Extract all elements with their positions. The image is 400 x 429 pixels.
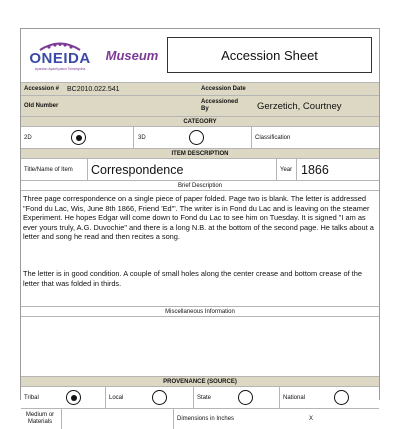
- brief-description-paragraph-1: Three page correspondence on a single piece of paper folded. Page two is blank. The letter is addressed "Fond du Lac, Wis, June 8th 1866, Friend 'Ed'". The writer is in Fond du Lac and is leaving on the steamer Experiment. He hopes Edgar will come down to Fond du Lac to see him on Tuesday. It is signed "I am as ever yours truly, A.G. Duvochie" and there is a long N.B. at the bottom of the second page. He talks about a letter and song he read and then recites a song.: [23, 194, 374, 242]
- materials-row: [21, 409, 379, 429]
- page-title: Accession Sheet: [221, 47, 318, 63]
- item-description-title: ITEM DESCRIPTION: [171, 150, 229, 157]
- divider: [296, 159, 297, 180]
- divider: [61, 409, 62, 429]
- logo-text: ONEIDA: [29, 49, 91, 67]
- year-label: Year: [280, 166, 293, 173]
- national-label: National: [283, 394, 306, 401]
- brief-description-header: [21, 181, 379, 191]
- sheet-header: [21, 29, 379, 83]
- option-3d-radio[interactable]: [189, 130, 204, 145]
- classification-label: Classification: [255, 134, 291, 141]
- sheet-title-box: [167, 37, 372, 73]
- item-description-header: [21, 149, 379, 159]
- provenance-title: PROVENANCE (SOURCE): [163, 378, 237, 385]
- logo-tagline: Ayanton Ayanhyaton Tsinahyoha: [34, 66, 86, 71]
- divider: [87, 159, 88, 180]
- accessioned-by-value[interactable]: Gerzetich, Courtney: [257, 100, 342, 112]
- option-2d-radio[interactable]: [71, 130, 86, 145]
- category-row: [21, 127, 379, 149]
- national-radio[interactable]: [334, 390, 349, 405]
- divider: [276, 159, 277, 180]
- state-radio[interactable]: [238, 390, 253, 405]
- accessioned-by-label: Accessioned By: [201, 99, 239, 112]
- misc-info-label: Miscellaneous Information: [165, 308, 235, 315]
- museum-label: [99, 29, 165, 82]
- museum-label-text: Museum: [105, 48, 159, 63]
- divider: [133, 127, 134, 148]
- dimensions-label: Dimensions in Inches: [177, 416, 235, 422]
- brief-description-box[interactable]: [21, 191, 379, 307]
- divider: [251, 127, 252, 148]
- divider: [193, 387, 194, 408]
- state-label: State: [197, 394, 212, 401]
- logo-emblem-icon: [37, 41, 83, 51]
- divider: [105, 387, 106, 408]
- dimensions-separator: X: [309, 416, 314, 422]
- category-header: [21, 117, 379, 127]
- item-title-label: Title/Name of Item: [24, 166, 73, 173]
- accession-sheet: [20, 28, 380, 425]
- misc-info-box[interactable]: [21, 317, 379, 377]
- provenance-header: [21, 377, 379, 387]
- local-label: Local: [109, 394, 124, 401]
- old-number-label: Old Number: [24, 103, 59, 109]
- accession-row: [21, 83, 379, 96]
- old-number-row: [21, 96, 379, 117]
- option-2d-label: 2D: [24, 134, 32, 141]
- item-title-row: [21, 159, 379, 181]
- accession-date-label: Accession Date: [201, 86, 246, 92]
- option-3d-label: 3D: [138, 134, 146, 141]
- accession-number-value[interactable]: BC2010.022.541: [67, 85, 120, 93]
- local-radio[interactable]: [152, 390, 167, 405]
- brief-description-paragraph-2: The letter is in good condition. A couple of small holes along the center crease and bottom crease of the letter that was folded in thirds.: [23, 269, 362, 288]
- divider: [173, 409, 174, 429]
- item-title-value[interactable]: Correspondence: [91, 162, 184, 177]
- divider: [279, 387, 280, 408]
- medium-label: Medium or Materials: [25, 412, 55, 425]
- category-title: CATEGORY: [183, 118, 217, 125]
- tribal-label: Tribal: [24, 394, 39, 401]
- brief-description-label: Brief Description: [177, 182, 222, 189]
- provenance-row: [21, 387, 379, 409]
- oneida-logo: [21, 29, 99, 82]
- misc-info-header: [21, 307, 379, 317]
- tribal-radio[interactable]: [66, 390, 81, 405]
- year-value[interactable]: 1866: [301, 162, 329, 177]
- accession-number-label: Accession #: [24, 86, 60, 92]
